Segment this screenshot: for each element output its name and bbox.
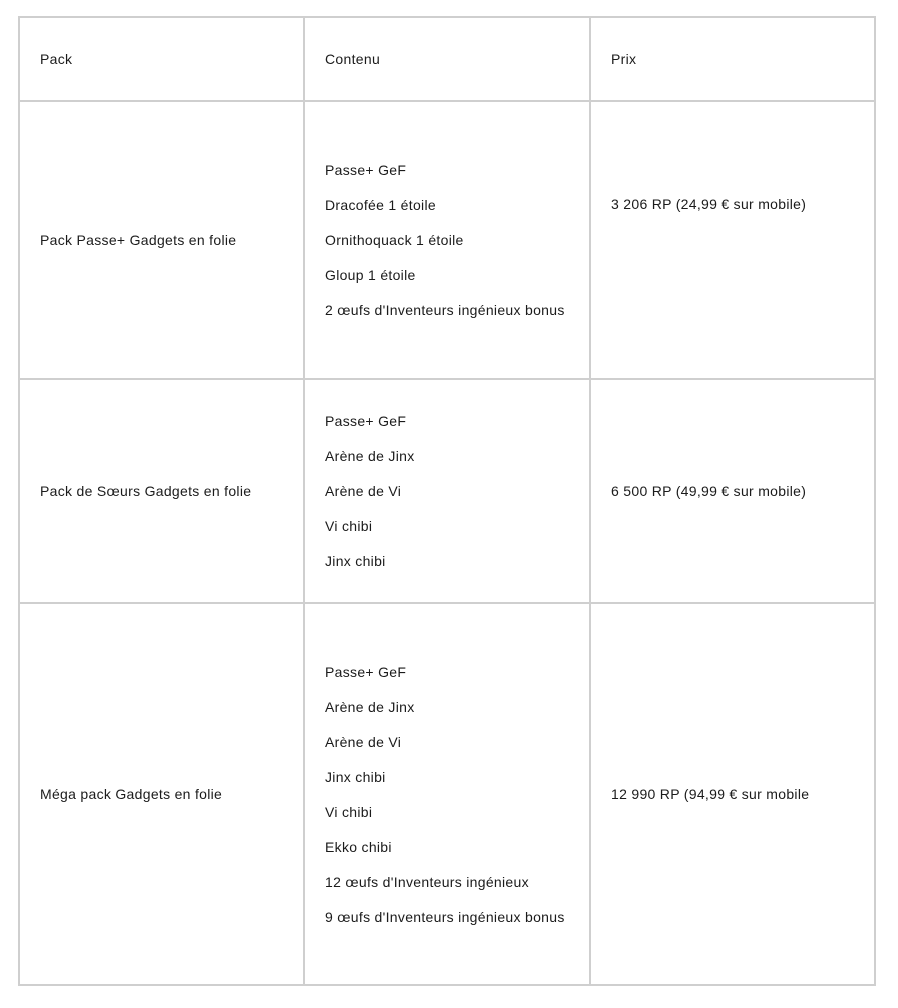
list-item: Gloup 1 étoile: [325, 267, 416, 283]
header-price: Prix: [590, 17, 875, 101]
list-item: Ornithoquack 1 étoile: [325, 232, 464, 248]
list-item: Passe+ GeF: [325, 162, 407, 178]
list-item: 12 œufs d'Inventeurs ingénieux: [325, 873, 529, 890]
header-pack: Pack: [19, 17, 304, 101]
table-header-row: [19, 17, 875, 101]
pack-table: [18, 16, 876, 986]
list-item: Arène de Vi: [325, 733, 402, 750]
price-cell: 3 206 RP (24,99 € sur mobile): [590, 101, 875, 379]
contents-list: [325, 412, 569, 570]
list-item: Vi chibi: [325, 518, 373, 534]
list-item: Ekko chibi: [325, 838, 392, 855]
header-contents: Contenu: [304, 17, 590, 101]
list-item: 2 œufs d'Inventeurs ingénieux bonus: [325, 302, 565, 318]
list-item: Jinx chibi: [325, 553, 386, 569]
pack-name-cell: Pack de Sœurs Gadgets en folie: [19, 379, 304, 603]
list-item: Arène de Jinx: [325, 448, 415, 464]
list-item: Passe+ GeF: [325, 413, 407, 429]
table-row: [19, 101, 875, 379]
list-item: Arène de Vi: [325, 483, 402, 499]
list-item: Passe+ GeF: [325, 663, 407, 680]
contents-list: [325, 161, 569, 319]
table-row: [19, 379, 875, 603]
list-item: 9 œufs d'Inventeurs ingénieux bonus: [325, 908, 565, 925]
list-item: Vi chibi: [325, 803, 373, 820]
contents-cell: [304, 603, 590, 985]
contents-list: [325, 663, 569, 926]
contents-cell: [304, 379, 590, 603]
pack-name-cell: Pack Passe+ Gadgets en folie: [19, 101, 304, 379]
pack-name-cell: Méga pack Gadgets en folie: [19, 603, 304, 985]
price-cell: 12 990 RP (94,99 € sur mobile: [590, 603, 875, 985]
list-item: Jinx chibi: [325, 768, 386, 785]
table-row: [19, 603, 875, 985]
contents-cell: [304, 101, 590, 379]
list-item: Arène de Jinx: [325, 698, 415, 715]
price-cell: 6 500 RP (49,99 € sur mobile): [590, 379, 875, 603]
list-item: Dracofée 1 étoile: [325, 197, 436, 213]
